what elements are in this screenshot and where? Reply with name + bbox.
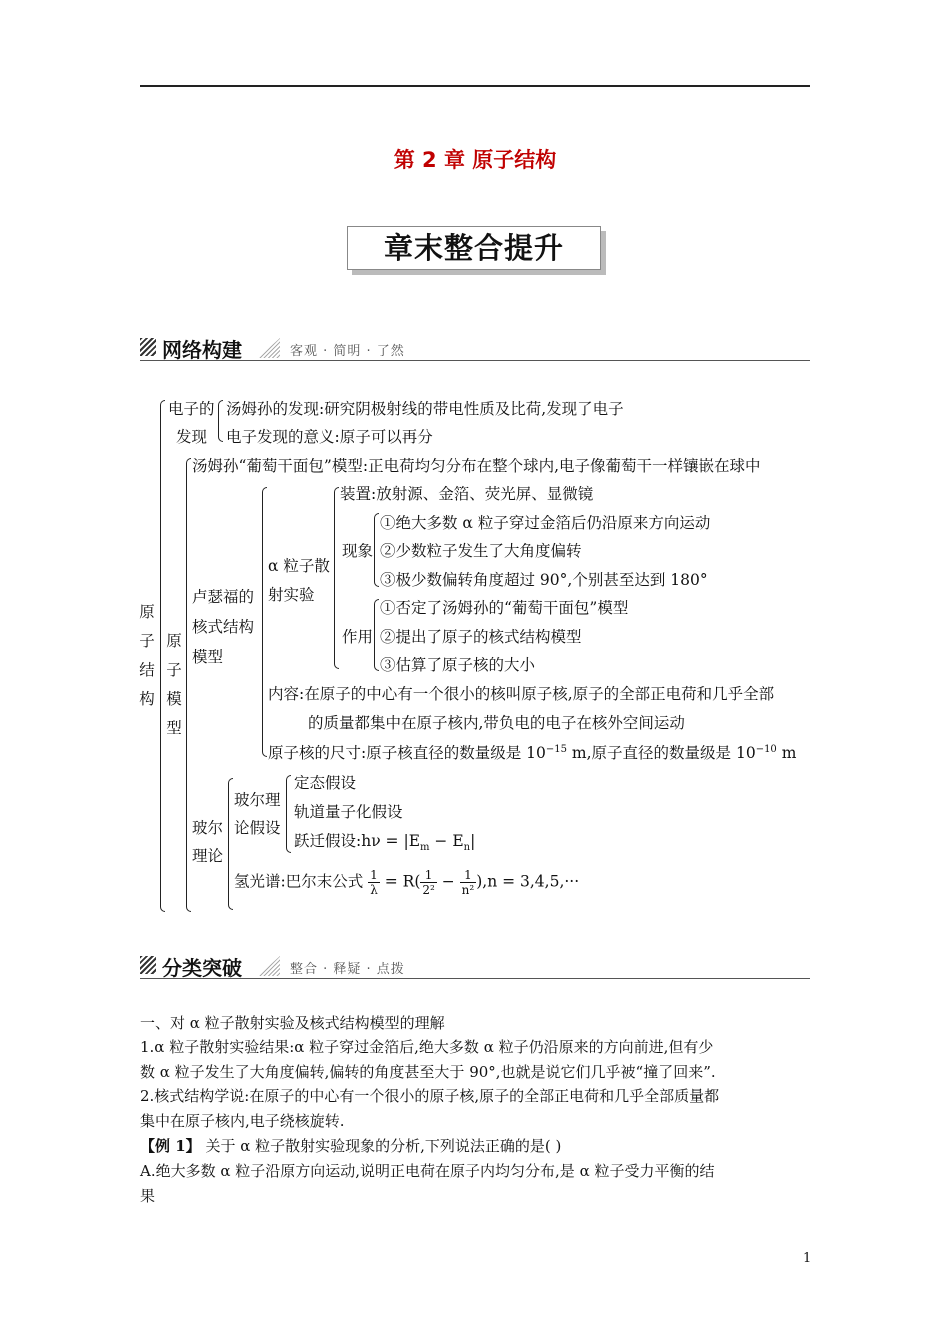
effect-brace xyxy=(374,599,379,671)
body-p1-line2: 数 α 粒子发生了大角度偏转,偏转的角度甚至大于 90°,也就是说它们几乎被“撞了回来”. xyxy=(140,1063,716,1081)
page-number: 1 xyxy=(803,1251,812,1266)
effect-label: 作用 xyxy=(342,628,374,646)
nucleus-size: 原子核的尺寸:原子核直径的数量级是 $10^{-15}$ m,原子直径的数量级是 $10^{-10}$ m xyxy=(268,743,797,762)
phen-1: ①绝大多数 α 粒子穿过金箔后仍沿原来方向运动 xyxy=(380,514,711,532)
tree-root-label: 原子结构 xyxy=(139,603,155,708)
body-p2-line2: 集中在原子核内,电子绕核旋转. xyxy=(140,1112,345,1130)
example-question: 【例 1】 关于 α 粒子散射实验现象的分析,下列说法正确的是( ) xyxy=(140,1137,562,1155)
thomson-discovery: 汤姆孙的发现:研究阴极射线的带电性质及比荷,发现了电子 xyxy=(226,400,624,418)
section-triangle-icon xyxy=(258,338,280,358)
banner-title: 章末整合提升 xyxy=(383,231,564,265)
electron-label-2: 发现 xyxy=(176,428,208,446)
option-a-line1: A.绝大多数 α 粒子沿原方向运动,说明正电荷在原子内均匀分布,是 α 粒子受力平衡的结 xyxy=(140,1162,715,1180)
example-tag: 【例 1】 xyxy=(140,1137,201,1155)
hyp-1: 定态假设 xyxy=(294,774,357,792)
formula-frac-2: $\frac{1}{\text{2²}}$ xyxy=(422,868,435,897)
bohr-label: 玻尔理论 xyxy=(192,819,224,865)
section-header-classify xyxy=(140,954,810,979)
body-p2-line1: 2.核式结构学说:在原子的中心有一个很小的原子核,原子的全部正电荷和几乎全部质量都 xyxy=(140,1087,720,1105)
section-title: 分类突破 xyxy=(162,956,242,980)
rutherford-brace xyxy=(262,487,267,757)
alpha-label: α 粒子散射实验 xyxy=(268,557,330,604)
option-a-line2: 果 xyxy=(140,1187,156,1205)
electron-meaning: 电子发现的意义:原子可以再分 xyxy=(226,428,433,446)
formula-frac-n: $\frac{1}{\text{n²}}$ xyxy=(461,868,475,897)
hydrogen-spectrum: 氢光谱:巴尔末公式 $\frac{1}{\lambda}$ = R( $\frac{1}{\text{2²}}$ − $\frac{1}{\text{n²}}$ ),n = 3,4,5,··· xyxy=(234,868,580,897)
model-label: 原子模型 xyxy=(166,632,182,737)
section-title: 网络构建 xyxy=(162,338,242,362)
section-subtitle: 客观 · 简明 · 了然 xyxy=(290,344,405,359)
formula-frac-lambda: $\frac{1}{\lambda}$ xyxy=(370,868,378,897)
section-stripe-icon xyxy=(140,338,156,356)
content-line-2: 的质量都集中在原子核内,带负电的电子在核外空间运动 xyxy=(308,714,685,732)
eff-2: ②提出了原子的核式结构模型 xyxy=(380,628,582,646)
banner xyxy=(347,226,601,270)
hyp-3: 跃迁假设:hν = $|E_m - E_n|$ xyxy=(294,832,476,854)
chapter-title: 第 2 章 原子结构 xyxy=(393,148,557,172)
top-rule xyxy=(140,85,810,87)
phenomenon-label: 现象 xyxy=(342,542,374,560)
phen-2: ②少数粒子发生了大角度偏转 xyxy=(380,542,582,560)
eff-3: ③估算了原子核的大小 xyxy=(380,656,536,674)
section-triangle-icon xyxy=(258,956,280,976)
section-stripe-icon xyxy=(140,956,156,974)
electron-brace xyxy=(218,400,223,442)
electron-label-1: 电子的 xyxy=(168,400,215,418)
rutherford-label: 卢瑟福的核式结构模型 xyxy=(192,588,255,666)
apparatus: 装置:放射源、金箔、荧光屏、显微镜 xyxy=(340,485,594,503)
bohr-hyp-label: 玻尔理论假设 xyxy=(234,791,281,837)
phenomenon-brace xyxy=(374,513,379,587)
phen-3: ③极少数偏转角度超过 90°,个别甚至达到 180° xyxy=(380,571,708,589)
body-p1-line1: 1.α 粒子散射实验结果:α 粒子穿过金箔后,绝大多数 α 粒子仍沿原来的方向前进,但有少 xyxy=(140,1038,714,1056)
alpha-brace xyxy=(334,487,339,669)
body-heading: 一、对 α 粒子散射实验及核式结构模型的理解 xyxy=(140,1014,445,1032)
bohr-brace xyxy=(228,778,233,910)
model-brace xyxy=(186,458,191,912)
content-line-1: 内容:在原子的中心有一个很小的核叫原子核,原子的全部正电荷和几乎全部 xyxy=(268,685,775,703)
thomson-model: 汤姆孙“葡萄干面包”模型:正电荷均匀分布在整个球内,电子像葡萄干一样镶嵌在球中 xyxy=(192,457,761,475)
section-header-network xyxy=(140,336,810,361)
section-subtitle: 整合 · 释疑 · 点拨 xyxy=(290,962,405,977)
hyp-2: 轨道量子化假设 xyxy=(294,803,403,821)
eff-1: ①否定了汤姆孙的“葡萄干面包”模型 xyxy=(380,599,629,617)
bohr-hyp-brace xyxy=(286,775,291,853)
